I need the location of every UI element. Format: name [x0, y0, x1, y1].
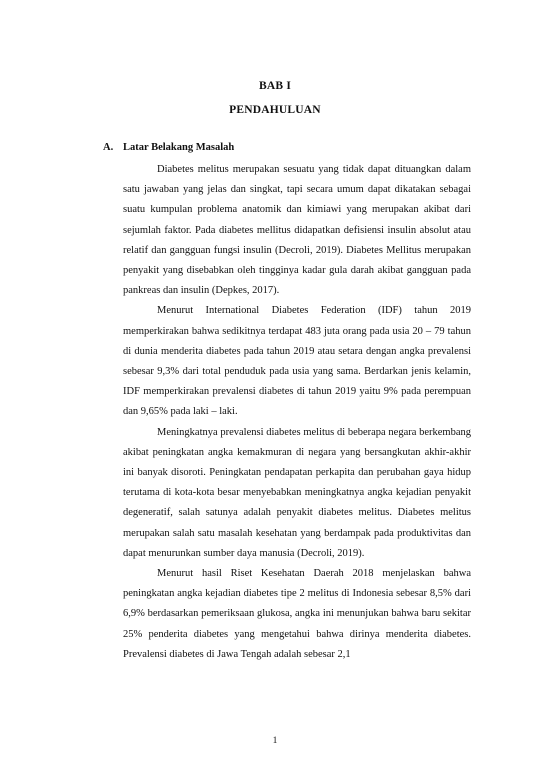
section-heading — [103, 142, 234, 153]
paragraph: Diabetes melitus merupakan sesuatu yang tidak dapat dituangkan dalam satu jawaban yang jelas dan singkat, tapi secara umum dapat dikatakan sebagai suatu kumpulan problema anatomik dan kimiawi yang merupakan akibat dari sejumlah faktor. Pada diabetes mellitus didapatkan defisiensi insulin absolut atau relatif dan gangguan fungsi insulin (Decroli, 2019). Diabetes Mellitus merupakan penyakit yang disebabkan oleh tingginya kadar gula darah akibat gangguan pada pankreas dan insulin (Depkes, 2017). — [123, 164, 471, 297]
chapter-label: BAB I — [259, 80, 291, 92]
paragraph: Menurut International Diabetes Federation (IDF) tahun 2019 memperkirakan bahwa sedikitnya terdapat 483 juta orang pada usia 20 – 79 tahun di dunia menderita diabetes pada tahun 2019 atau setara dengan angka prevalensi sebesar 9,3% dari total penduduk pada usia yang sama. Berdarkan jenis kelamin, IDF memperkirakan prevalensi diabetes di tahun 2019 yaitu 9% pada perempuan dan 9,65% pada laki – laki. — [123, 305, 471, 418]
paragraph: Meningkatnya prevalensi diabetes melitus di beberapa negara berkembang akibat peningkatan angka kemakmuran di negara yang bersangkutan akhir-akhir ini banyak disoroti. Peningkatan pendapatan perkapita dan perubahan gaya hidup terutama di kota-kota besar menyebabkan meningkatnya angka kejadian penyakit degeneratif, salah satunya adalah penyakit diabetes melitus. Diabetes melitus merupakan salah satu masalah kesehatan yang berdampak pada produktivitas dan dapat menurunkan sumber daya manusia (Decroli, 2019). — [123, 426, 471, 559]
section-letter: A. — [103, 142, 114, 153]
paragraph: Menurut hasil Riset Kesehatan Daerah 2018 menjelaskan bahwa peningkatan angka kejadian diabetes tipe 2 melitus di Indonesia sebesar 8,5% dari 6,9% berdasarkan pemeriksaan glukosa, angka ini menunjukan bahwa baru sekitar 25% penderita diabetes yang mengetahui bahwa dirinya menderita diabetes. Prevalensi diabetes di Jawa Tengah adalah sebesar 2,1 — [123, 568, 471, 660]
page-number: 1 — [272, 736, 278, 746]
chapter-title: PENDAHULUAN — [229, 104, 321, 116]
body-text — [123, 160, 471, 665]
section-title: Latar Belakang Masalah — [123, 142, 235, 153]
